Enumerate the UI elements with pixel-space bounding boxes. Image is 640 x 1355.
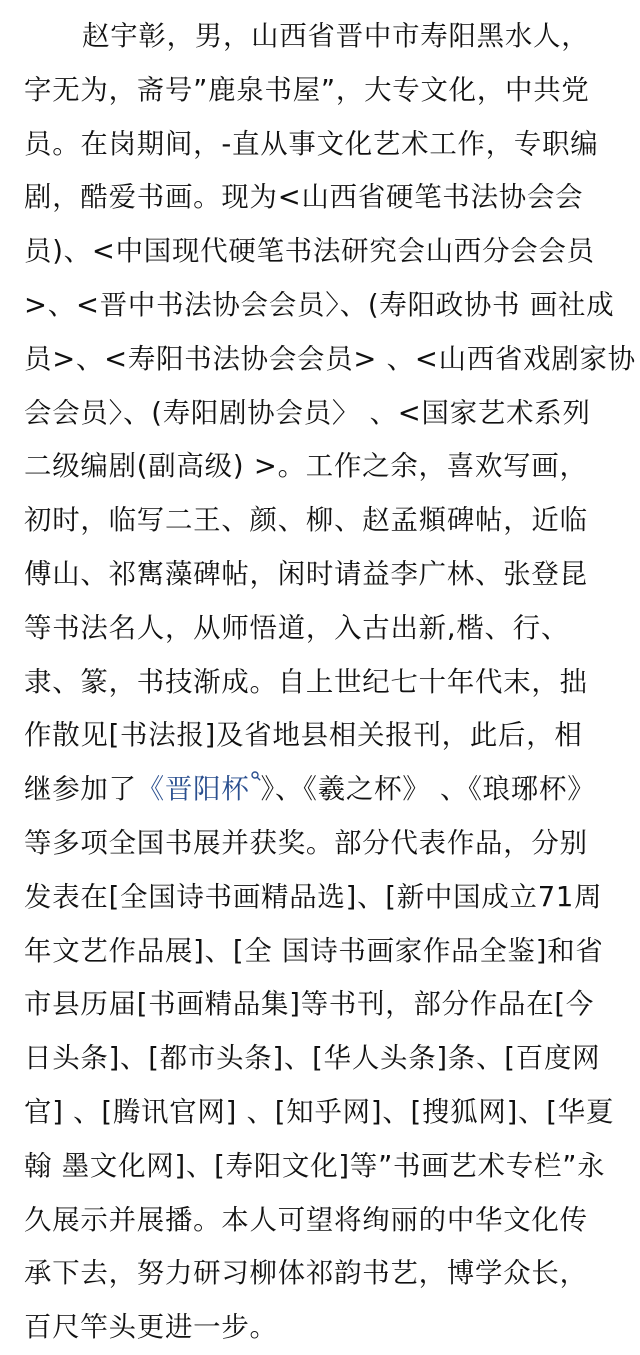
line-15-suffix: 》、《羲之杯》 、《琅琊杯》 <box>260 774 596 806</box>
text-line-1: 赵宇彰，男，山西省晋中市寿阳黑水人， <box>82 21 590 52</box>
line-15-prefix: 继参加了 <box>24 774 137 806</box>
text-line-9: 二级编剧(副高级) >。工作之余，喜欢写画， <box>24 451 588 483</box>
text-line-12: 等书法名人，从师悟道，入古出新,楷、行、 <box>24 612 570 644</box>
jinyang-cup-link[interactable] <box>137 774 261 805</box>
text-line-24: 承下去，努力研习柳体祁韵书艺，博学众长， <box>24 1258 588 1290</box>
text-line-8: 会会员〉、(寿阳剧协会员〉 、<国家艺术系列 <box>24 397 591 429</box>
text-line-18: 年文艺作品展]、[全 国诗书画家作品全鉴]和省 <box>24 935 604 967</box>
text-line-4: 剧，酷爱书画。现为<山西省硬笔书法协会会 <box>24 182 584 214</box>
text-line-2: 字无为，斋号”鹿泉书屋”，大专文化，中共党 <box>24 74 590 106</box>
jinyang-cup-link-text: 《晋阳杯 <box>136 774 250 806</box>
text-line-23: 久展示并展播。本人可望将绚丽的中华文化传 <box>24 1204 588 1236</box>
text-line-19: 市县历届[书画精品集]等书刊，部分作品在[今 <box>24 989 595 1021</box>
text-line-16: 等多项全国书展并获奖。部分代表作品，分别 <box>24 827 588 859</box>
text-line-13: 隶、篆，书技渐成。自上世纪七十年代末，拙 <box>24 666 588 698</box>
text-line-15 <box>24 763 640 817</box>
text-line-11: 傅山、祁寯藻碑帖，闲时请益李广林、张登昆 <box>24 558 588 590</box>
text-line-5: 员)、<中国现代硬笔书法研究会山西分会会员 <box>24 236 595 268</box>
search-icon[interactable] <box>251 771 261 781</box>
text-line-6: >、<晋中书法协会会员〉、(寿阳政协书 画社成 <box>24 289 615 321</box>
text-line-3: 员。在岗期间，-直从事文化艺术工作，专职编 <box>24 128 599 160</box>
text-line-17: 发表在[全国诗书画精品选]、[新中国成立71周 <box>24 881 603 913</box>
text-line-21: 官] 、[腾讯官网] 、[知乎网]、[搜狐网]、[华夏 <box>24 1096 615 1128</box>
text-line-20: 日头条]、[都市头条]、[华人头条]条、[百度网 <box>24 1043 601 1075</box>
text-line-7: 员>、<寿阳书法协会会员> 、<山西省戏剧家协 <box>24 343 636 375</box>
text-line-22: 翰 墨文化网]、[寿阳文化]等”书画艺术专栏”永 <box>24 1150 606 1182</box>
text-line-25: 百尺竿头更进一步。 <box>24 1312 278 1344</box>
text-line-14: 作散见[书法报]及省地县相关报刊，此后，相 <box>24 720 583 752</box>
text-line-10: 初时，临写二王、颜、柳、赵孟頫碑帖，近临 <box>24 505 588 537</box>
